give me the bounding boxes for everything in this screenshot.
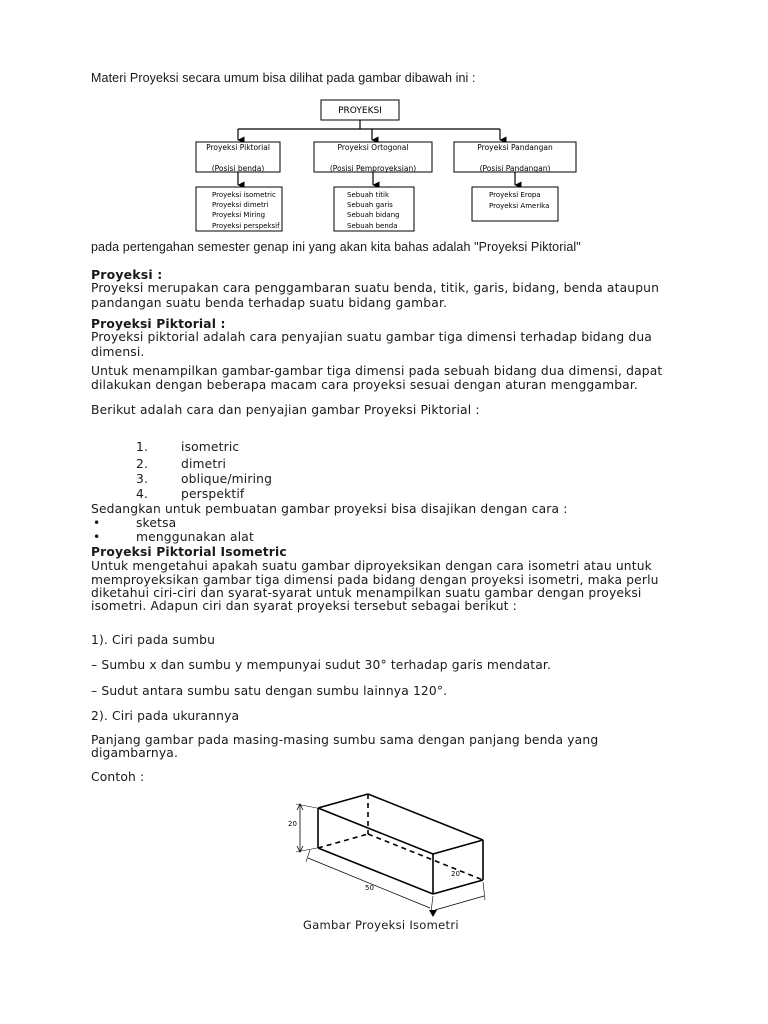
method-number: 2.: [136, 457, 149, 471]
piktorial-line: Proyeksi piktorial adalah cara penyajian suatu gambar tiga dimensi terhadap bidang dua: [91, 330, 652, 344]
branch-piktorial-subtitle: (Posisi benda): [211, 164, 265, 173]
bullet-item: sketsa: [136, 516, 177, 530]
sumbu-xy-text: – Sumbu x dan sumbu y mempunyai sudut 30° terhadap garis mendatar.: [91, 658, 552, 672]
branch-piktorial-title: Proyeksi Piktorial: [206, 143, 270, 152]
semester-text: pada pertengahan semester genap ini yang akan kita bahas adalah "Proyeksi Piktorial": [91, 240, 581, 254]
leaf-item: Sebuah titik: [347, 191, 390, 199]
figure-caption: Gambar Proyeksi Isometri: [303, 918, 459, 932]
leaf-item: Sebuah bidang: [347, 211, 400, 219]
untuk-line: Untuk menampilkan gambar-gambar tiga dimensi pada sebuah bidang dua dimensi, dapat: [91, 364, 663, 378]
leaf-item: Proyeksi Miring: [212, 211, 266, 219]
leaf-item: Proyeksi isometric: [212, 191, 276, 199]
piktorial-heading: Proyeksi Piktorial :: [91, 317, 226, 331]
diagram-root-label: PROYEKSI: [338, 106, 382, 116]
branch-pandangan-title: Proyeksi Pandangan: [477, 143, 553, 152]
untuk-line: dilakukan dengan beberapa macam cara proyeksi sesuai dengan aturan menggambar.: [91, 378, 638, 392]
ciri-ukuran-text: 2). Ciri pada ukurannya: [91, 709, 240, 723]
proyeksi-hierarchy-diagram: [190, 96, 580, 234]
bullet-icon: •: [93, 516, 101, 530]
panjang-line: Panjang gambar pada masing-masing sumbu sama dengan panjang benda yang: [91, 733, 599, 747]
leaf-item: Sebuah garis: [347, 201, 393, 209]
berikut-text: Berikut adalah cara dan penyajian gambar Proyeksi Piktorial :: [91, 403, 480, 417]
method-label: isometric: [181, 440, 240, 454]
bullet-icon: •: [93, 530, 101, 544]
leaf-item: Proyeksi dimetri: [212, 201, 269, 209]
intro-text: Materi Proyeksi secara umum bisa dilihat pada gambar dibawah ini :: [91, 71, 476, 85]
iso-line: Untuk mengetahui apakah suatu gambar diproyeksikan dengan cara isometri atau untuk: [91, 559, 652, 573]
method-number: 3.: [136, 472, 149, 486]
sedangkan-text: Sedangkan untuk pembuatan gambar proyeksi bisa disajikan dengan cara :: [91, 502, 568, 516]
leaf-item: Sebuah benda: [347, 222, 398, 230]
panjang-line: digambarnya.: [91, 746, 179, 760]
method-number: 4.: [136, 487, 149, 501]
branch-pandangan-subtitle: (Posisi Pandangan): [479, 164, 551, 173]
bullet-item: menggunakan alat: [136, 530, 254, 544]
leaf-item: Proyeksi perspeksif: [212, 222, 280, 230]
iso-line: memproyeksikan gambar tiga dimensi pada bidang dengan proyeksi isometri, maka perlu: [91, 573, 659, 587]
isometric-box-figure: [280, 786, 490, 920]
proyeksi-line: Proyeksi merupakan cara penggambaran suatu benda, titik, garis, bidang, benda ataupun: [91, 281, 660, 295]
leaf-item: Proyeksi Eropa: [489, 191, 541, 199]
dim-width-label: 20: [451, 870, 460, 878]
leaf-item: Proyeksi Amerika: [489, 202, 550, 210]
dim-length-label: 50: [365, 884, 374, 892]
iso-line: diketahui ciri-ciri dan syarat-syarat untuk menampilkan suatu gambar dengan proyeksi: [91, 586, 642, 600]
contoh-text: Contoh :: [91, 770, 145, 784]
branch-ortogonal-subtitle: (Posisi Pemproyeksian): [329, 164, 417, 173]
method-label: perspektif: [181, 487, 245, 501]
sudut-text: – Sudut antara sumbu satu dengan sumbu lainnya 120°.: [91, 684, 448, 698]
method-label: oblique/miring: [181, 472, 273, 486]
method-number: 1.: [136, 440, 149, 454]
iso-line: isometri. Adapun ciri dan syarat proyeksi tersebut sebagai berikut :: [91, 599, 517, 613]
piktorial-line: dimensi.: [91, 345, 145, 359]
proyeksi-heading: Proyeksi :: [91, 267, 163, 282]
dim-height-label: 20: [288, 820, 297, 828]
branch-ortogonal-title: Proyeksi Ortogonal: [337, 143, 409, 152]
method-label: dimetri: [181, 457, 227, 471]
ciri-sumbu-text: 1). Ciri pada sumbu: [91, 633, 216, 647]
iso-heading: Proyeksi Piktorial Isometric: [91, 545, 287, 559]
proyeksi-line: pandangan suatu benda terhadap suatu bidang gambar.: [91, 296, 448, 310]
